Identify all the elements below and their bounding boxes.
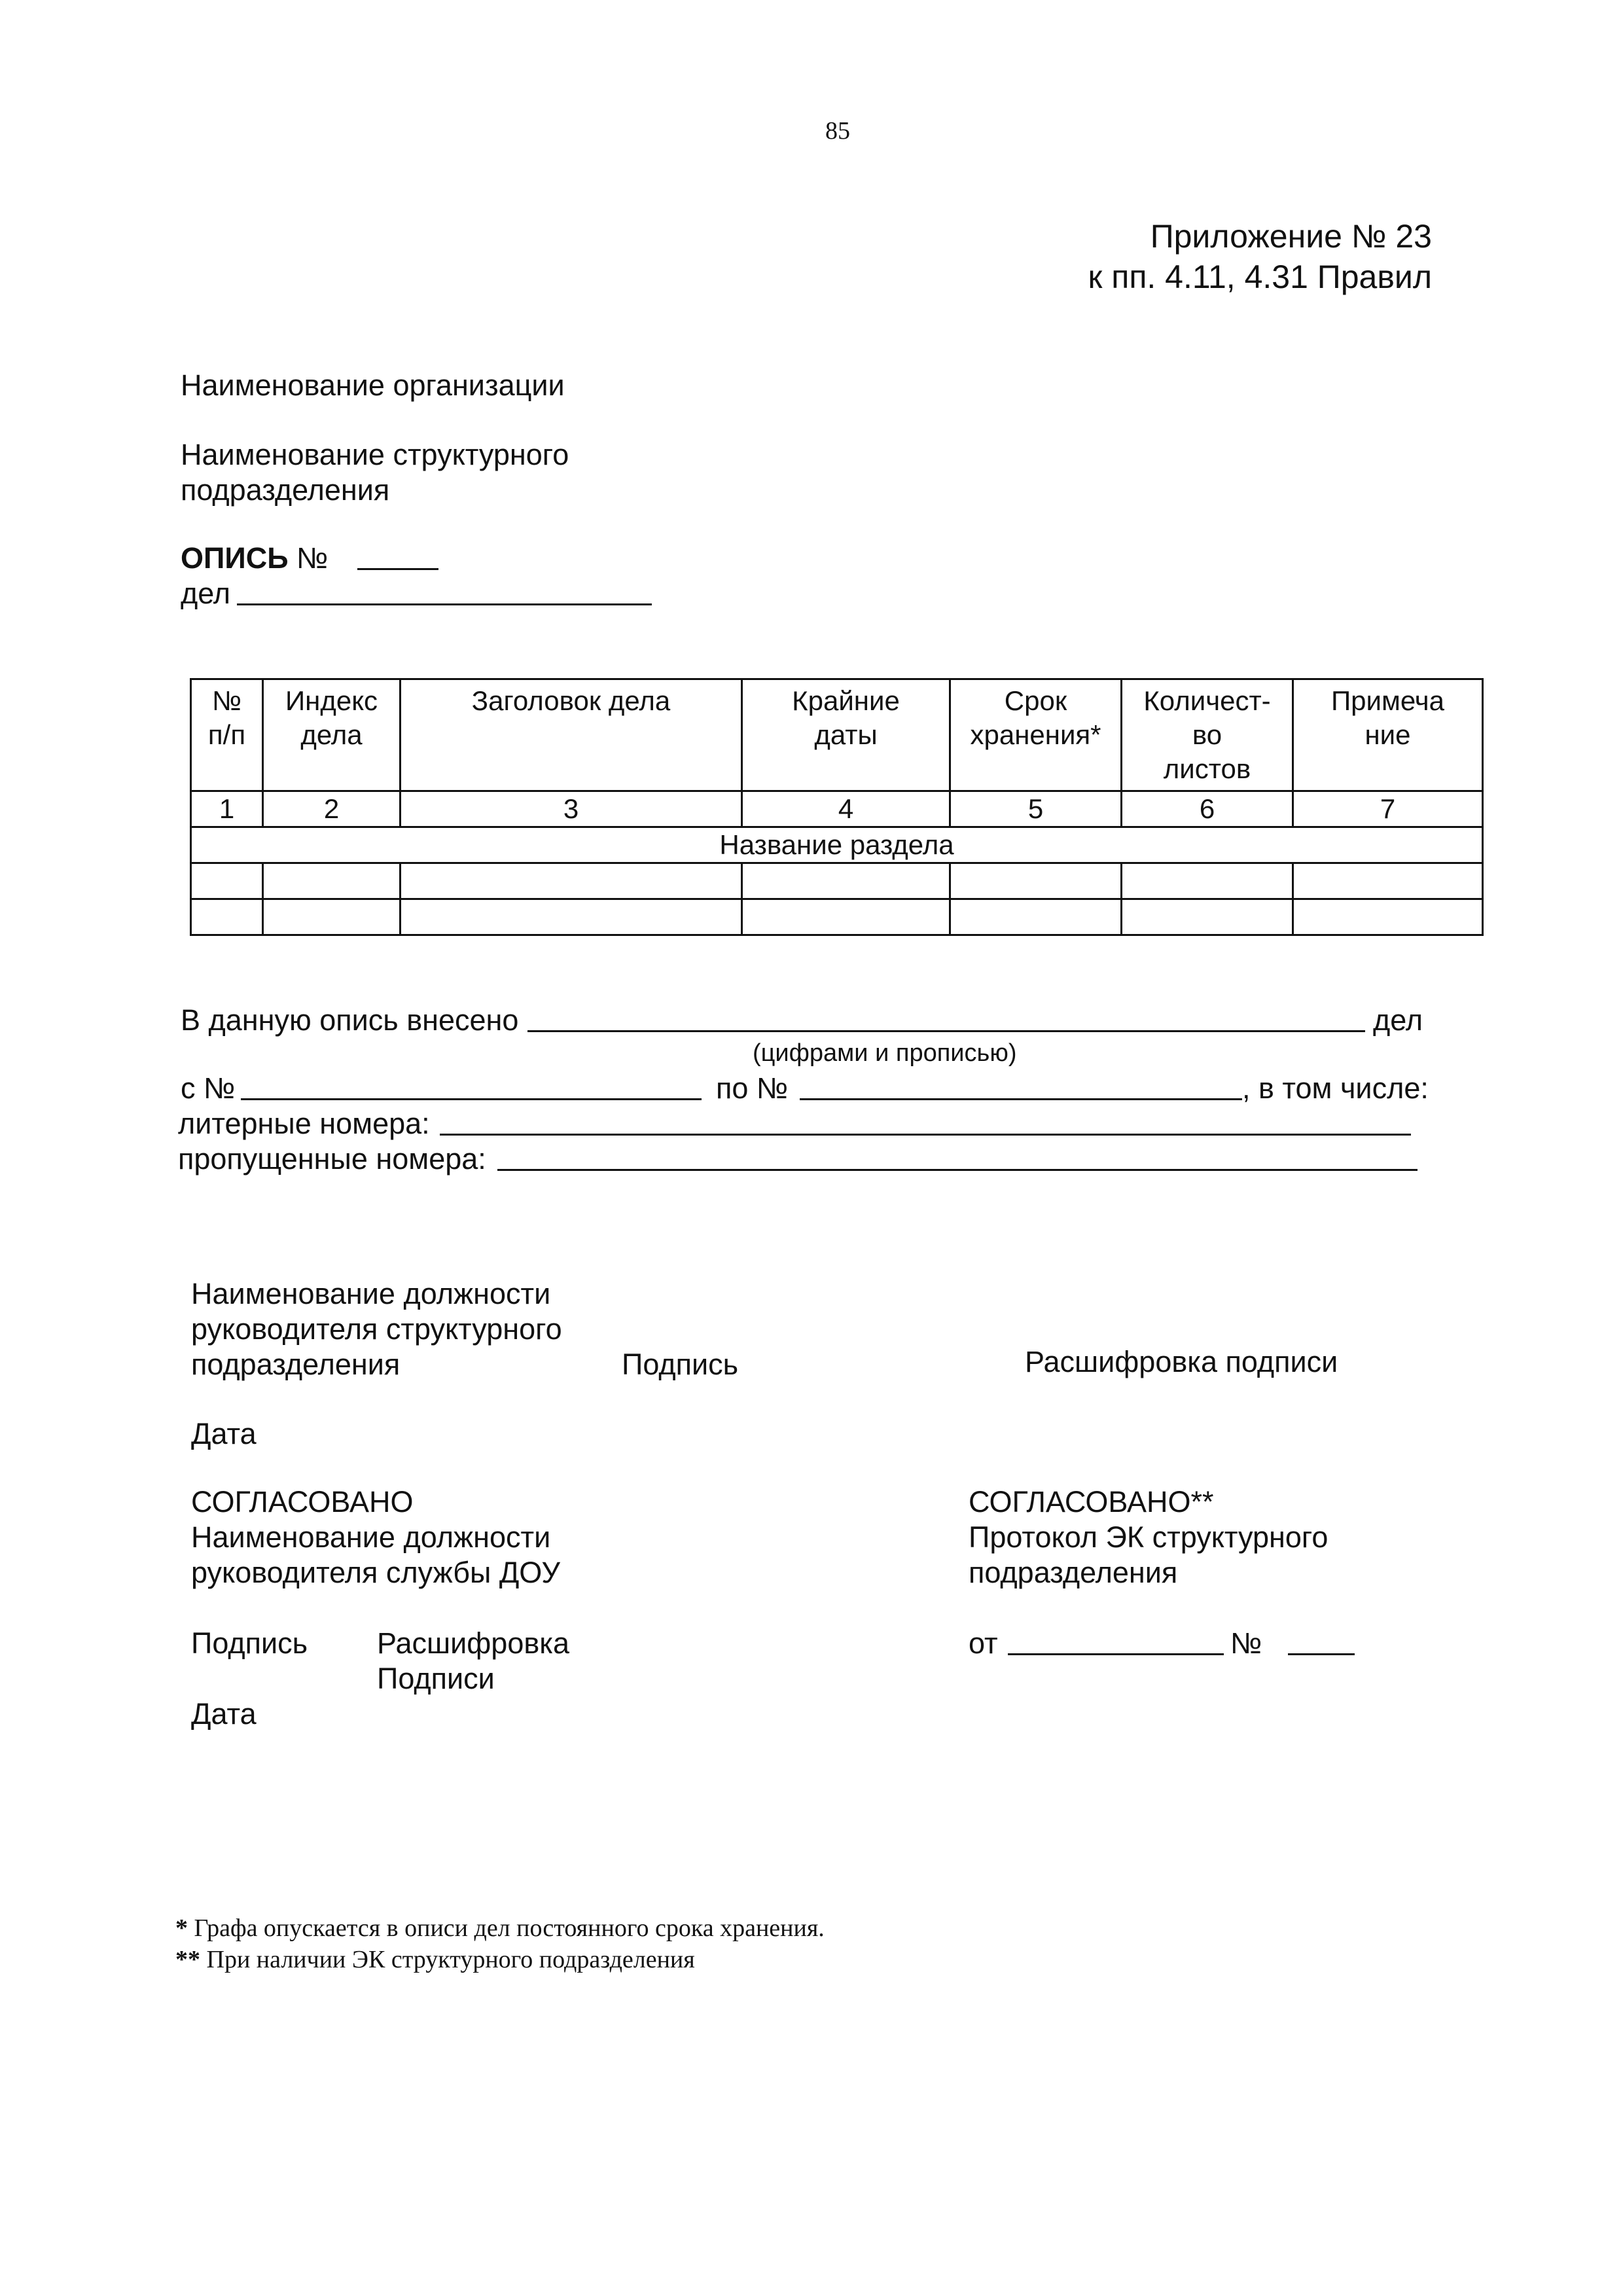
to-number-line [800, 1098, 1242, 1100]
agreed-right-number-line [1288, 1653, 1355, 1655]
number-cell: 1 [191, 791, 263, 827]
table-cell [1122, 863, 1293, 899]
missing-numbers-label: пропущенные номера: [178, 1142, 486, 1175]
including-label: , в том числе: [1242, 1071, 1429, 1105]
footnote-1-text: Графа опускается в описи дел постоянного срока хранения. [194, 1914, 825, 1942]
opis-number-line [357, 568, 438, 570]
footnote-2-text: При наличии ЭК структурного подразделения [206, 1946, 695, 1973]
page-number: 85 [825, 117, 850, 145]
header-cell-notes: Примеча ние [1293, 679, 1483, 791]
agreed-left-signature: Подпись [191, 1626, 308, 1660]
signature-label: Подпись [622, 1348, 739, 1381]
header-cell-retention: Срок хранения* [950, 679, 1122, 791]
table-cell [742, 899, 950, 935]
letter-numbers-label: литерные номера: [178, 1107, 430, 1140]
table-header-row [191, 679, 1483, 791]
table-row [191, 899, 1483, 935]
agreed-right-number-sign: № [1230, 1626, 1262, 1660]
number-cell: 5 [950, 791, 1122, 827]
opis-number-sign: № [296, 541, 329, 575]
opis-title-row [181, 541, 328, 576]
to-number-label: по № [716, 1071, 789, 1105]
number-cell: 4 [742, 791, 950, 827]
org-name-label: Наименование организации [181, 368, 565, 402]
signature-decoding-label: Расшифровка подписи [1025, 1345, 1338, 1378]
entered-suffix: дел [1373, 1003, 1423, 1037]
footnote-1-mark: * [175, 1914, 188, 1942]
from-number-label: с № [181, 1071, 236, 1105]
number-cell: 3 [401, 791, 742, 827]
appendix-reference [1088, 216, 1432, 297]
table-section-row [191, 827, 1483, 863]
footnote-1 [175, 1912, 825, 1944]
header-cell-num: № п/п [191, 679, 263, 791]
header-cell-dates: Крайние даты [742, 679, 950, 791]
agreed-right-line2: подразделения [969, 1556, 1178, 1589]
agreed-right-title: СОГЛАСОВАНО** [969, 1485, 1214, 1518]
agreed-left-line2: руководителя службы ДОУ [191, 1556, 560, 1589]
table-cell [191, 863, 263, 899]
table-cell [191, 899, 263, 935]
from-number-line [241, 1098, 702, 1100]
appendix-rules-ref: к пп. 4.11, 4.31 Правил [1088, 259, 1432, 295]
table-cell [1122, 899, 1293, 935]
appendix-title: Приложение № 23 [1150, 218, 1432, 255]
agreed-left-decoding: Расшифровка Подписи [377, 1626, 569, 1695]
number-cell: 6 [1122, 791, 1293, 827]
table-cell [742, 863, 950, 899]
agreed-right-from: от [969, 1626, 998, 1660]
header-cell-index: Индекс дела [263, 679, 401, 791]
date-label: Дата [191, 1417, 257, 1450]
agreed-left-title: СОГЛАСОВАНО [191, 1485, 414, 1518]
unit-name-label [181, 437, 569, 508]
unit-name-line2: подразделения [181, 473, 390, 507]
table-row [191, 863, 1483, 899]
table-cell [263, 863, 401, 899]
inventory-table [190, 678, 1484, 936]
opis-dela-label: дел [181, 577, 231, 610]
entered-label: В данную опись внесено [181, 1003, 519, 1037]
table-cell [950, 899, 1122, 935]
letter-numbers-line [440, 1134, 1411, 1136]
agreed-right-date-line [1008, 1653, 1224, 1655]
header-cell-sheets: Количест- во листов [1122, 679, 1293, 791]
agreed-right-block [969, 1484, 1328, 1590]
agreed-left-block [191, 1484, 560, 1590]
number-cell: 7 [1293, 791, 1483, 827]
table-cell [1293, 863, 1483, 899]
table-number-row [191, 791, 1483, 827]
agreed-left-date: Дата [191, 1697, 257, 1731]
head-position-label: Наименование должности руководителя структурного подразделения [191, 1277, 562, 1381]
section-title-cell: Название раздела [191, 827, 1483, 863]
footnote-2 [175, 1944, 695, 1975]
agreed-right-line1: Протокол ЭК структурного [969, 1520, 1329, 1554]
table-cell [401, 899, 742, 935]
missing-numbers-line [497, 1169, 1418, 1171]
table-cell [401, 863, 742, 899]
table-cell [950, 863, 1122, 899]
entered-hint: (цифрами и прописью) [753, 1039, 1017, 1067]
unit-name-line1: Наименование структурного [181, 438, 569, 471]
opis-title: ОПИСЬ [181, 541, 289, 575]
number-cell: 2 [263, 791, 401, 827]
header-cell-title: Заголовок дела [401, 679, 742, 791]
table-cell [1293, 899, 1483, 935]
entered-line [527, 1030, 1365, 1032]
opis-dela-line [237, 603, 652, 605]
footnote-2-mark: ** [175, 1946, 200, 1973]
table-cell [263, 899, 401, 935]
agreed-left-line1: Наименование должности [191, 1520, 551, 1554]
